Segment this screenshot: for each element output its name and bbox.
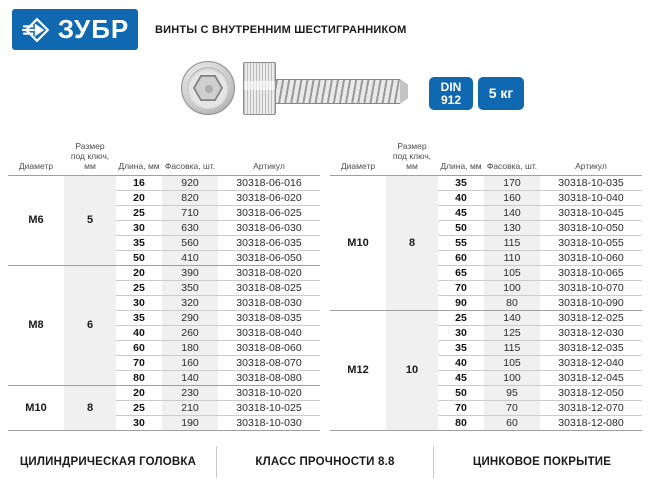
- column-header: Размер под ключ, мм: [386, 141, 438, 175]
- spec-table-right: [330, 141, 642, 431]
- cell-pack-qty: 105: [484, 265, 540, 280]
- cell-sku: 30318-10-060: [540, 250, 642, 265]
- cell-pack-qty: 630: [162, 220, 218, 235]
- cell-sku: 30318-10-065: [540, 265, 642, 280]
- weight-badge-label: 5 кг: [488, 85, 514, 102]
- cell-length: 60: [116, 340, 162, 355]
- cell-pack-qty: 105: [484, 355, 540, 370]
- cell-sku: 30318-10-045: [540, 205, 642, 220]
- cell-sku: 30318-08-025: [218, 280, 320, 295]
- cell-sku: 30318-12-025: [540, 310, 642, 325]
- cell-length: 90: [438, 295, 484, 310]
- cell-key-size: 10: [386, 310, 438, 430]
- cell-length: 80: [116, 370, 162, 385]
- cell-pack-qty: 60: [484, 415, 540, 430]
- brand-logo: [12, 9, 138, 50]
- cell-sku: 30318-06-035: [218, 235, 320, 250]
- cell-sku: 30318-08-020: [218, 265, 320, 280]
- cell-length: 30: [116, 220, 162, 235]
- cell-sku: 30318-10-030: [218, 415, 320, 430]
- column-header: Артикул: [540, 141, 642, 175]
- cell-length: 20: [116, 190, 162, 205]
- cell-length: 35: [455, 176, 467, 189]
- feature-coating: ЦИНКОВОЕ ПОКРЫТИЕ: [472, 456, 612, 468]
- cell-length: 35: [116, 310, 162, 325]
- cell-length: 35: [438, 340, 484, 355]
- cell-length: 80: [438, 415, 484, 430]
- cell-pack-qty: 180: [162, 340, 218, 355]
- cell-pack-qty: 140: [484, 310, 540, 325]
- column-header: Фасовка, шт.: [484, 141, 540, 175]
- cell-length: 40: [438, 190, 484, 205]
- cell-sku: 30318-12-035: [540, 340, 642, 355]
- column-header: Диаметр: [8, 141, 64, 175]
- column-header: Артикул: [218, 141, 320, 175]
- cell-sku: 30318-08-060: [218, 340, 320, 355]
- cell-pack-qty: 290: [162, 310, 218, 325]
- spec-tables: [8, 141, 642, 431]
- cell-sku: 30318-12-030: [540, 325, 642, 340]
- cell-pack-qty: 115: [484, 235, 540, 250]
- cell-pack-qty: 230: [162, 385, 218, 400]
- cell-sku: 30318-12-070: [540, 400, 642, 415]
- screw-side-head: [243, 62, 276, 115]
- header-row: [330, 141, 642, 175]
- cell-diameter: М6: [28, 214, 44, 227]
- cell-length: 70: [438, 280, 484, 295]
- cell-length: 35: [116, 235, 162, 250]
- cell-sku: 30318-08-040: [218, 325, 320, 340]
- din-badge-line2: 912: [440, 92, 462, 107]
- feature-strength-class: КЛАСС ПРОЧНОСТИ 8.8: [255, 456, 395, 468]
- cell-pack-qty: 390: [162, 265, 218, 280]
- table-row: [330, 310, 642, 325]
- footer: [0, 442, 650, 482]
- column-header: Диаметр: [330, 141, 386, 175]
- page-title: ВИНТЫ С ВНУТРЕННИМ ШЕСТИГРАННИКОМ: [155, 23, 407, 36]
- cell-sku: 30318-10-020: [218, 385, 320, 400]
- cell-pack-qty: 100: [484, 370, 540, 385]
- table-row: [8, 385, 320, 400]
- hex-socket-center: [205, 85, 213, 93]
- cell-pack-qty: 190: [162, 415, 218, 430]
- cell-pack-qty: 110: [484, 250, 540, 265]
- cell-pack-qty: 140: [484, 205, 540, 220]
- column-header: Длина, мм: [116, 141, 162, 175]
- cell-pack-qty: 100: [484, 280, 540, 295]
- screw-head-highlight: [244, 81, 275, 90]
- cell-key-size: 6: [64, 265, 116, 385]
- cell-sku: 30318-06-016: [236, 176, 302, 189]
- screw-threaded-shank: [276, 79, 400, 104]
- cell-length: 25: [116, 280, 162, 295]
- screw-tip: [400, 79, 408, 104]
- cell-pack-qty: 95: [484, 385, 540, 400]
- cell-pack-qty: 170: [484, 175, 540, 190]
- cell-length: 30: [116, 295, 162, 310]
- cell-sku: 30318-08-070: [218, 355, 320, 370]
- cell-length: 65: [438, 265, 484, 280]
- cell-sku: 30318-06-025: [218, 205, 320, 220]
- cell-sku: 30318-10-090: [540, 295, 642, 310]
- cell-pack-qty: 820: [162, 190, 218, 205]
- cell-length: 25: [438, 310, 484, 325]
- cell-key-size: 8: [64, 385, 116, 430]
- cell-sku: 30318-10-040: [540, 190, 642, 205]
- cell-sku: 30318-10-050: [540, 220, 642, 235]
- cell-pack-qty: 160: [484, 190, 540, 205]
- cell-length: 45: [438, 205, 484, 220]
- cell-length: 16: [133, 176, 145, 189]
- cell-pack-qty: 160: [162, 355, 218, 370]
- column-header: Размер под ключ, мм: [64, 141, 116, 175]
- weight-badge: [478, 77, 524, 110]
- cell-pack-qty: 130: [484, 220, 540, 235]
- cell-sku: 30318-10-025: [218, 400, 320, 415]
- feature-head-type: ЦИЛИНДРИЧЕСКАЯ ГОЛОВКА: [19, 456, 197, 468]
- cell-pack-qty: 125: [484, 325, 540, 340]
- cell-length: 30: [438, 325, 484, 340]
- cell-key-size: 8: [386, 175, 438, 310]
- cell-sku: 30318-12-080: [540, 415, 642, 430]
- spec-table-left: [8, 141, 320, 431]
- cell-pack-qty: 410: [162, 250, 218, 265]
- cell-key-size: 5: [64, 175, 116, 265]
- cell-pack-qty: 350: [162, 280, 218, 295]
- column-header: Фасовка, шт.: [162, 141, 218, 175]
- cell-length: 25: [116, 205, 162, 220]
- cell-sku: 30318-06-050: [218, 250, 320, 265]
- cell-pack-qty: 210: [162, 400, 218, 415]
- header: [12, 9, 638, 50]
- cell-sku: 30318-08-030: [218, 295, 320, 310]
- table-row: [8, 175, 320, 190]
- cell-sku: 30318-10-035: [558, 176, 624, 189]
- cell-sku: 30318-12-045: [540, 370, 642, 385]
- cell-pack-qty: 560: [162, 235, 218, 250]
- cell-pack-qty: 320: [162, 295, 218, 310]
- cell-diameter: М10: [347, 236, 369, 249]
- cell-pack-qty: 80: [484, 295, 540, 310]
- cell-sku: 30318-10-070: [540, 280, 642, 295]
- cell-diameter: М8: [8, 265, 64, 385]
- cell-pack-qty: 70: [484, 400, 540, 415]
- cell-length: 55: [438, 235, 484, 250]
- cell-sku: 30318-12-050: [540, 385, 642, 400]
- din-standard-badge: [429, 77, 473, 110]
- cell-length: 45: [438, 370, 484, 385]
- cell-sku: 30318-08-080: [218, 370, 320, 385]
- cell-diameter: М10: [8, 385, 64, 430]
- cell-length: 50: [438, 220, 484, 235]
- zubr-arrow-icon: [21, 14, 53, 46]
- table-row: [330, 175, 642, 190]
- cell-pack-qty: 710: [162, 205, 218, 220]
- cell-length: 30: [116, 415, 162, 430]
- cell-length: 25: [116, 400, 162, 415]
- screw-front-view: [181, 61, 235, 115]
- cell-pack-qty: 920: [162, 175, 218, 190]
- cell-sku: 30318-06-020: [218, 190, 320, 205]
- cell-length: 40: [438, 355, 484, 370]
- cell-length: 20: [116, 265, 162, 280]
- cell-pack-qty: 140: [162, 370, 218, 385]
- cell-pack-qty: 115: [484, 340, 540, 355]
- cell-length: 60: [438, 250, 484, 265]
- cell-length: 70: [438, 400, 484, 415]
- cell-length: 40: [116, 325, 162, 340]
- cell-length: 20: [116, 385, 162, 400]
- din-badge-line1: DIN: [440, 79, 462, 94]
- brand-name: ЗУБР: [57, 13, 130, 44]
- column-header: Длина, мм: [438, 141, 484, 175]
- cell-sku: 30318-08-035: [218, 310, 320, 325]
- cell-length: 50: [438, 385, 484, 400]
- cell-sku: 30318-06-030: [218, 220, 320, 235]
- cell-length: 50: [116, 250, 162, 265]
- cell-length: 70: [116, 355, 162, 370]
- header-row: [8, 141, 320, 175]
- cell-diameter: М12: [330, 310, 386, 430]
- cell-sku: 30318-10-055: [540, 235, 642, 250]
- table-row: [8, 265, 320, 280]
- cell-sku: 30318-12-040: [540, 355, 642, 370]
- cell-pack-qty: 260: [162, 325, 218, 340]
